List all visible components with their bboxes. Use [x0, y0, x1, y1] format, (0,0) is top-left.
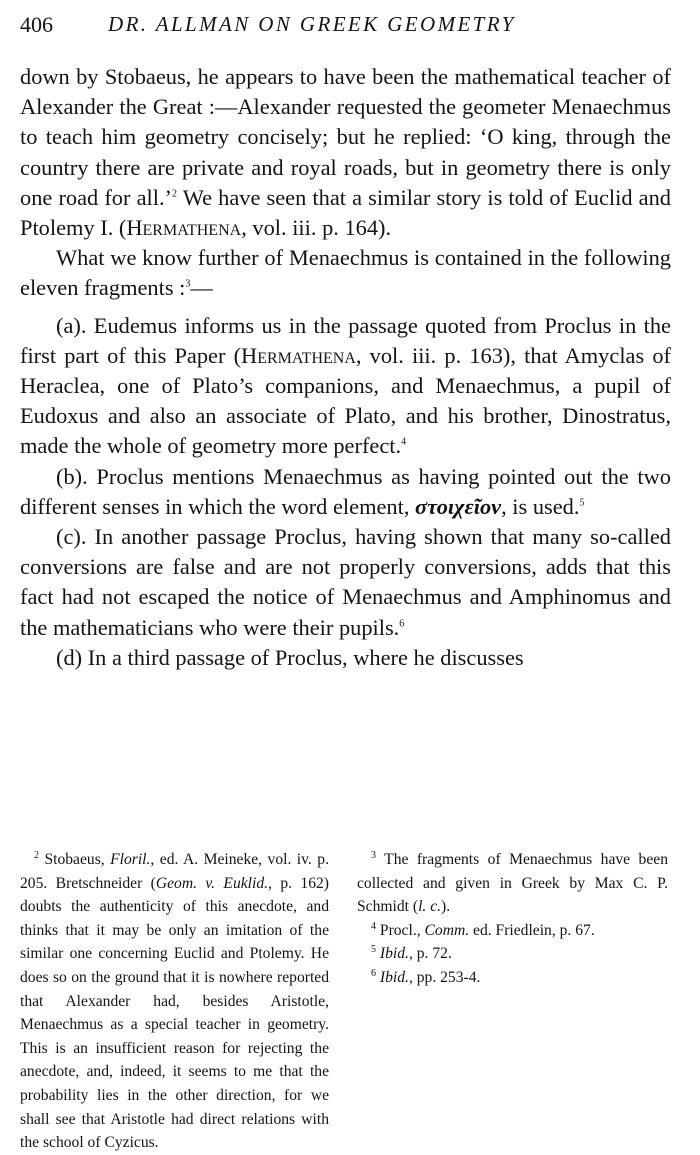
- greek-word: στοιχεῖον: [415, 493, 502, 519]
- para-b-text-1: (b). Proclus mentions Menaechmus as having pointed out the two different senses in which the word element,: [20, 463, 671, 519]
- footnote-number: 6: [371, 967, 376, 979]
- footnote-3: [357, 848, 668, 919]
- footnote-ref-6[interactable]: 6: [399, 618, 405, 630]
- footnote-5: [357, 942, 668, 966]
- para1-text-1: down by Stobaeus, he appears to have been the mathematical teacher of Alexander the Great :—Alexander requested the geometer Menaechmus to teach him geometry concisely; but he replied: ‘O king, through the country there are private and royal roads, but in geometry there is only one road for all.’: [20, 64, 671, 210]
- footnote-number: 3: [371, 849, 376, 861]
- footnotes-left-column: [20, 848, 329, 1155]
- journal-name: Hermathena: [126, 215, 242, 241]
- footnote-text: , p. 162) doubts the authenticity of this anecdote, and thinks that it may be only an imitation of the similar one concerning Euclid and Ptolemy. He does so on the ground that it is nowhere reported that Alexander had, besides Aristotle, Menaechmus as a special teacher in geometry. This is an insufficient reason for rejecting the anecdote, and, indeed, it seems to me that the probability lies in the other direction, for we shall see that Aristotle had direct relations with the school of Cyzicus.: [20, 874, 330, 1152]
- footnote-text: , pp. 253-4.: [408, 968, 481, 986]
- para-c-text-1: (c). In another passage Proclus, having shown that many so-called conversions are false and are not properly conversions, adds that this fact had not escaped the notice of Menaechmus and Amphinomus and the mathematicians who were their pupils.: [20, 524, 671, 640]
- para2-text-2: —: [190, 275, 213, 301]
- footnote-text: Procl.,: [376, 921, 425, 939]
- footnote-ref-2[interactable]: 2: [172, 188, 178, 200]
- footnote-italic: Ibid.: [379, 968, 409, 986]
- footnotes-right-column: [357, 848, 668, 990]
- footnote-4: [357, 919, 668, 943]
- page-number: 406: [20, 12, 53, 37]
- footnote-text: The fragments of Menaechmus have been collected and given in Greek by Max C. P. Schmidt (: [357, 851, 668, 916]
- footnote-italic: Geom. v. Euklid.: [155, 874, 269, 892]
- paragraph-fragments-intro: [20, 243, 671, 303]
- main-text: [20, 62, 671, 673]
- footnote-italic: Comm.: [424, 921, 470, 939]
- para-a-text-1: (a). Eudemus informs us in the passage quoted from Proclus in the first part of this Paper (: [20, 312, 671, 368]
- footnote-text: ed. Friedlein, p. 67.: [469, 921, 595, 939]
- paragraph-fragment-c: [20, 522, 671, 643]
- para1-text-2: We have seen that a similar story is told of Euclid and Ptolemy I. (: [20, 184, 671, 241]
- para-b-text-2: , is used.: [501, 493, 580, 519]
- running-title: DR. ALLMAN ON GREEK GEOMETRY: [108, 12, 516, 36]
- running-header: [20, 12, 680, 46]
- footnote-text: , p. 72.: [408, 945, 452, 963]
- footnote-2: [20, 848, 329, 1155]
- footnote-text: Stobaeus,: [39, 851, 111, 868]
- footnote-ref-3[interactable]: 3: [185, 278, 191, 290]
- footnote-text: ).: [441, 898, 451, 916]
- footnote-ref-5[interactable]: 5: [579, 497, 585, 509]
- footnote-italic: Floril.: [110, 851, 151, 868]
- paragraph-fragment-a: [20, 311, 671, 462]
- paragraph-fragment-b: [20, 462, 671, 522]
- paragraph-fragment-d: [20, 643, 671, 673]
- footnote-ref-4[interactable]: 4: [401, 436, 407, 448]
- journal-name: Hermathena: [241, 342, 356, 368]
- footnote-number: 5: [371, 944, 376, 956]
- para1-text-3: , vol. iii. p. 164).: [241, 215, 392, 241]
- para-d-text-1: (d) In a third passage of Proclus, where he discusses: [56, 644, 524, 670]
- footnote-italic: l. c.: [418, 898, 442, 916]
- footnote-number: 2: [34, 849, 39, 861]
- footnote-6: [357, 966, 668, 990]
- para-a-text-2: , vol. iii. p. 163), that Amyclas of Heraclea, one of Plato’s companions, and Menaechmus, a pupil of Eudoxus and also an associate of Plato, and his brother, Dinostratus, made the whole of geometry more perfect.: [20, 342, 671, 459]
- footnote-text: , ed. A. Meineke, vol. iv. p. 205. Bretschneider (: [20, 851, 329, 892]
- footnote-number: 4: [371, 920, 376, 932]
- footnote-italic: Ibid.: [379, 945, 409, 963]
- paragraph-stobaeus: [20, 62, 671, 243]
- para2-text-1: What we know further of Menaechmus is contained in the following eleven fragments :: [20, 245, 671, 301]
